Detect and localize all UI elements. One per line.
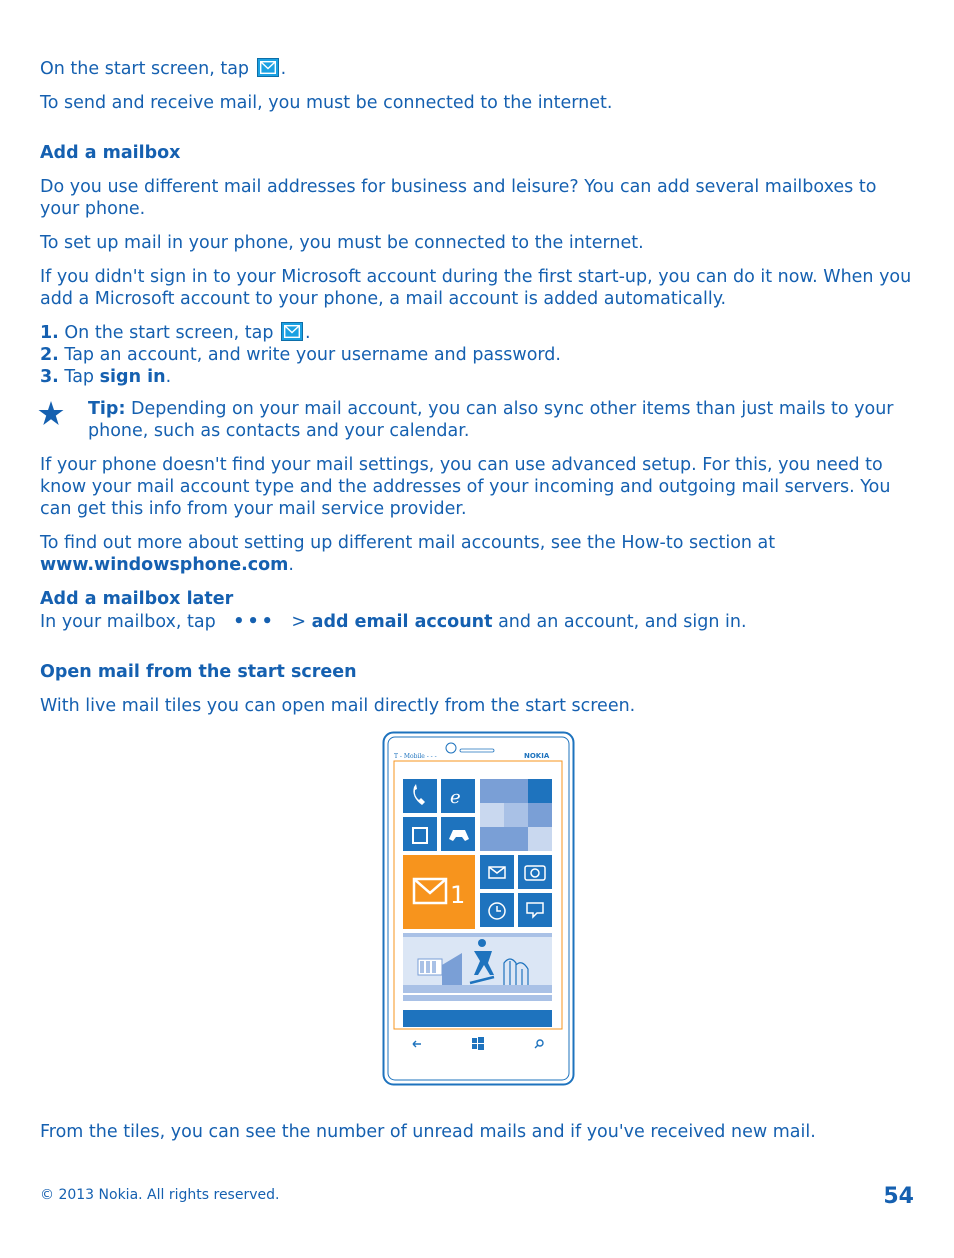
intro-tap-line (40, 58, 286, 80)
intro-tap-suffix: . (280, 59, 287, 79)
tip-text: Depending on your mail account, you can also sync other items than just mails to your phone, such as contacts and your calendar. (88, 399, 894, 441)
p5-text: To find out more about setting up different mail accounts, see the How-to section at (40, 533, 776, 553)
later-text: In your mailbox, tap (40, 612, 216, 632)
step-suffix: . (165, 367, 172, 387)
add-mailbox-p2: To set up mail in your phone, you must be connected to the internet. (40, 233, 644, 253)
phone-illustration (382, 731, 575, 1086)
star-icon (38, 400, 64, 426)
step-text: On the start screen, tap (64, 323, 274, 343)
step-number: 3. (40, 367, 59, 387)
step-number: 1. (40, 323, 59, 343)
tip (88, 398, 908, 442)
heading-add-mailbox: Add a mailbox (40, 143, 181, 163)
step-suffix: . (305, 323, 311, 343)
step-number: 2. (40, 345, 59, 365)
phone-tile (403, 779, 437, 813)
store-tile (403, 817, 437, 851)
step-2 (40, 344, 561, 366)
step-bold: sign in (99, 367, 166, 387)
later-gt: > (291, 612, 307, 632)
nokia-logo: NOKIA (524, 752, 550, 760)
add-mailbox-p1: Do you use different mail addresses for business and leisure? You can add several mailboxes to your phone. (40, 177, 877, 219)
add-mailbox-p5 (40, 532, 916, 576)
tip-label: Tip: (88, 399, 126, 419)
step-1 (40, 322, 311, 344)
add-mailbox-p4: If your phone doesn't find your mail settings, you can use advanced setup. For this, you need to know your mail account type and the addresses of your incoming and outgoing mail servers. You can get this info from your mail service provider. (40, 455, 891, 519)
page-number: 54 (883, 1184, 914, 1209)
p5-suffix: . (288, 555, 294, 575)
intro-tap-text: On the start screen, tap (40, 59, 250, 79)
more-icon: ••• (233, 612, 276, 632)
carrier-logo: T - Mobile - - - (394, 753, 437, 760)
windowsphone-link[interactable]: www.windowsphone.com (40, 555, 289, 575)
heading-add-mailbox-later: Add a mailbox later (40, 589, 234, 609)
mail-icon (257, 58, 279, 77)
mail-count: 1 (450, 881, 466, 909)
later-suffix: and an account, and sign in. (498, 612, 747, 632)
step-text: Tap an account, and write your username and password. (64, 345, 561, 365)
later-bold: add email account (311, 612, 493, 632)
open-mail-p1: With live mail tiles you can open mail directly from the start screen. (40, 696, 636, 716)
later-instruction (40, 611, 747, 633)
heading-open-mail: Open mail from the start screen (40, 662, 357, 682)
step-text: Tap (64, 367, 95, 387)
intro-connected: To send and receive mail, you must be connected to the internet. (40, 93, 613, 113)
step-3 (40, 366, 171, 388)
svg-text:e: e (450, 787, 461, 808)
open-mail-p2: From the tiles, you can see the number of unread mails and if you've received new mail. (40, 1122, 816, 1142)
add-mailbox-p3: If you didn't sign in to your Microsoft account during the first start-up, you can do it now. When you add a Microsoft account to your phone, a mail account is added automatically. (40, 267, 912, 309)
mail-icon (281, 322, 303, 341)
copyright: © 2013 Nokia. All rights reserved. (40, 1187, 280, 1203)
